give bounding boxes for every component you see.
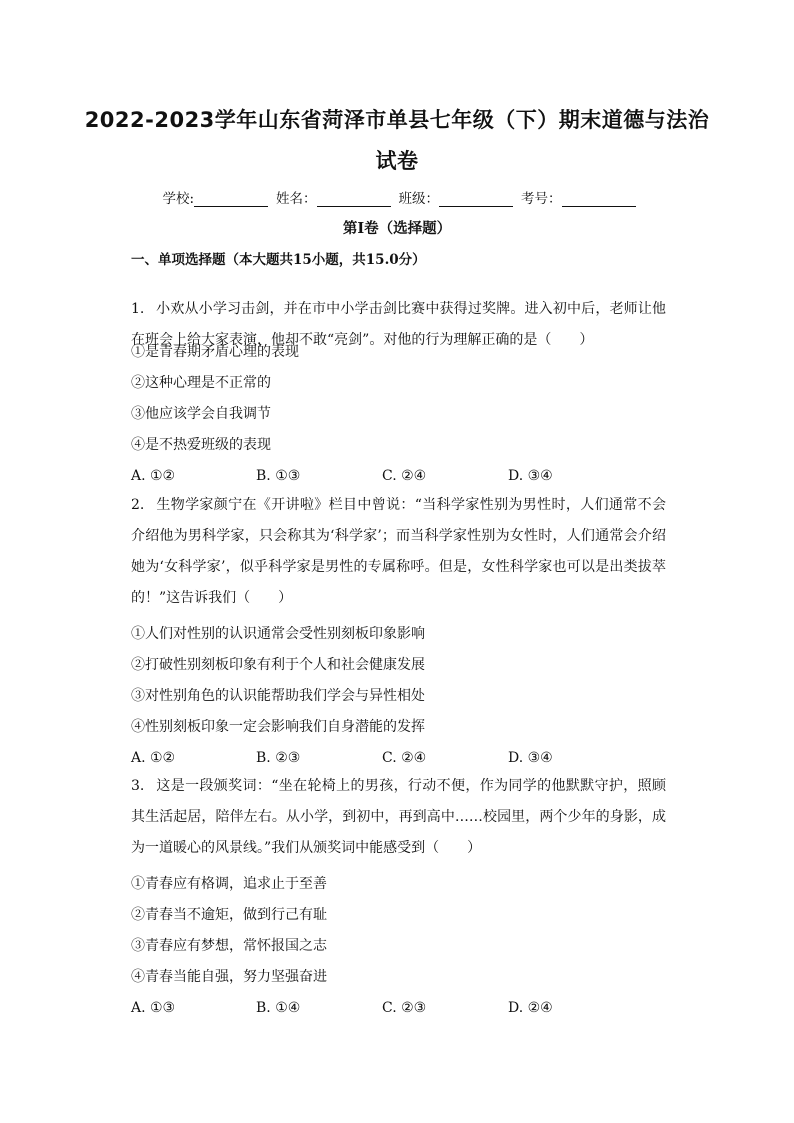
option-4: ④性别刻板印象一定会影响我们自身潜能的发挥 xyxy=(131,719,425,735)
exam-number-label: 考号： xyxy=(521,191,562,207)
choice-d[interactable]: D. ③④ xyxy=(508,468,553,484)
name-blank xyxy=(317,192,391,207)
answer-choices xyxy=(131,998,666,1018)
question-text: 生物学家颜宁在《开讲啦》栏目中曾说：“当科学家性别为男性时，人们通常不会介绍他为男科学家，只会称其为‘科学家’；而当科学家性别为女性时，人们通常会介绍她为‘女科学家’，似乎科学家是男性的专属称呼。但是，女性科学家也可以是出类拔萃的！”这告诉我们（ ） xyxy=(131,497,666,606)
choice-b[interactable]: B. ①④ xyxy=(256,1000,301,1016)
answer-choices xyxy=(131,748,666,768)
school-blank xyxy=(194,192,268,207)
option-3: ③对性别角色的认识能帮助我们学会与异性相处 xyxy=(131,688,425,704)
question-text: 这是一段颁奖词：“坐在轮椅上的男孩，行动不便，作为同学的他默默守护，照顾其生活起居，陪伴左右。从小学，到初中，再到高中……校园里，两个少年的身影，成为一道暖心的风景线。”我们从颁奖词中能感受到（ ） xyxy=(131,778,666,856)
option-2: ②这种心理是不正常的 xyxy=(131,375,271,391)
question-number: 1. xyxy=(131,301,145,317)
choice-b[interactable]: B. ②③ xyxy=(256,750,301,766)
question-stem xyxy=(131,490,666,614)
question-number: 3. xyxy=(131,778,145,794)
option-3: ③他应该学会自我调节 xyxy=(131,406,271,422)
option-4: ④是不热爱班级的表现 xyxy=(131,437,271,453)
class-blank xyxy=(439,192,513,207)
choice-c[interactable]: C. ②④ xyxy=(382,750,427,766)
choice-d[interactable]: D. ③④ xyxy=(508,750,553,766)
volume-heading: 第I卷（选择题） xyxy=(342,220,452,237)
class-label: 班级： xyxy=(398,191,440,207)
option-2: ②青春当不逾矩，做到行己有耻 xyxy=(131,907,327,923)
choice-c[interactable]: C. ②④ xyxy=(382,468,427,484)
exam-number-blank xyxy=(562,192,636,207)
choice-c[interactable]: C. ②③ xyxy=(382,1000,427,1016)
choice-b[interactable]: B. ①③ xyxy=(256,468,301,484)
option-3: ③青春应有梦想，常怀报国之志 xyxy=(131,938,327,954)
student-info-row xyxy=(0,187,794,207)
school-label: 学校: xyxy=(162,191,195,207)
question-number: 2. xyxy=(131,497,145,513)
section-heading: 一、单项选择题（本大题共15小题，共15.0分） xyxy=(131,252,426,268)
answer-choices xyxy=(131,466,666,486)
choice-d[interactable]: D. ②④ xyxy=(508,1000,553,1016)
question-text: 小欢从小学习击剑，并在市中小学击剑比赛中获得过奖牌。进入初中后，老师让他在班会上给大家表演，他却不敢“亮剑”。对他的行为理解正确的是（ ） xyxy=(131,301,666,348)
exam-title-line2: 试卷 xyxy=(375,149,419,173)
choice-a[interactable]: A. ①③ xyxy=(131,1000,176,1016)
choice-a[interactable]: A. ①② xyxy=(131,468,176,484)
option-1: ①青春应有格调，追求止于至善 xyxy=(131,876,327,892)
exam-title-line1: 2022-2023学年山东省菏泽市单县七年级（下）期末道德与法治 xyxy=(84,108,710,132)
option-4: ④青春当能自强，努力坚强奋进 xyxy=(131,969,327,985)
choice-a[interactable]: A. ①② xyxy=(131,750,176,766)
name-label: 姓名： xyxy=(276,191,317,207)
option-1: ①是青春期矛盾心理的表现 xyxy=(131,344,299,360)
option-2: ②打破性别刻板印象有利于个人和社会健康发展 xyxy=(131,657,425,673)
option-1: ①人们对性别的认识通常会受性别刻板印象影响 xyxy=(131,626,425,642)
question-stem xyxy=(131,771,666,864)
